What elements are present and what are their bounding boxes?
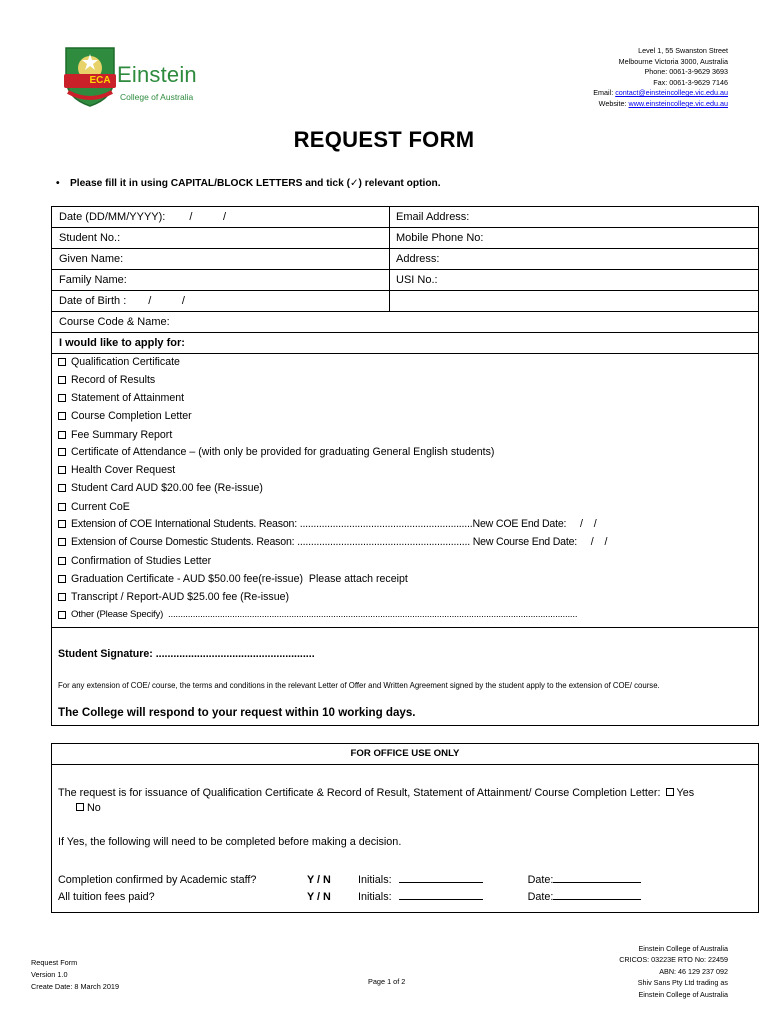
date-label: Date: xyxy=(527,874,554,886)
office-use-heading: FOR OFFICE USE ONLY xyxy=(52,744,758,765)
family-name-label: Family Name: xyxy=(59,274,127,286)
checkbox[interactable] xyxy=(58,593,66,601)
student-signature[interactable]: Student Signature: ...................................................... xyxy=(58,648,315,660)
form-row-student xyxy=(52,228,758,249)
page-title: REQUEST FORM xyxy=(293,127,475,152)
address-line-2: Melbourne Victoria 3000, Australia xyxy=(618,56,728,66)
mobile-field[interactable] xyxy=(390,228,758,248)
form-row-course xyxy=(52,312,758,333)
option-record-of-results[interactable] xyxy=(58,374,155,386)
option-fee-summary-report[interactable] xyxy=(58,429,172,441)
date-label: Date: xyxy=(527,891,554,903)
checkbox[interactable] xyxy=(58,538,66,546)
college-subtitle: College of Australia xyxy=(120,92,194,102)
form-row-date xyxy=(52,207,758,228)
website-label: Website: xyxy=(598,98,627,108)
checkbox[interactable] xyxy=(58,466,66,474)
apply-label: I would like to apply for: xyxy=(59,337,185,349)
office-use-box xyxy=(51,743,759,913)
date-slashes: / / xyxy=(189,211,227,223)
footer-abn: ABN: 46 129 237 092 xyxy=(659,966,728,976)
footer-form-name: Request Form xyxy=(31,958,78,967)
terms-note: For any extension of COE/ course, the terms and conditions in the relevant Letter of Offer and Written Agreement signed by the student apply to the extension of COE/ course. xyxy=(58,681,660,690)
initials-input[interactable] xyxy=(399,873,483,883)
usi-field[interactable] xyxy=(390,270,758,290)
logo-initials: ECA xyxy=(89,75,111,86)
checkbox[interactable] xyxy=(58,611,66,619)
option-label: Confirmation of Studies Letter xyxy=(71,555,212,567)
option-label: Student Card AUD $20.00 fee (Re-issue) xyxy=(71,482,263,494)
form-row-family xyxy=(52,270,758,291)
form-row-given xyxy=(52,249,758,270)
phone-line: Phone: 0061-3-9629 3693 xyxy=(644,67,728,77)
checkbox[interactable] xyxy=(58,575,66,583)
fax-line: Fax: 0061-3-9629 7146 xyxy=(653,77,728,87)
option-certificate-of-attendance[interactable] xyxy=(58,446,494,458)
checkbox[interactable] xyxy=(58,484,66,492)
checkbox[interactable] xyxy=(58,394,66,402)
mobile-label: Mobile Phone No: xyxy=(396,232,484,244)
contact-block xyxy=(593,46,728,110)
footer-right xyxy=(619,943,728,1000)
checkbox[interactable] xyxy=(58,520,66,528)
apply-heading xyxy=(52,333,758,353)
email-link[interactable]: contact@einsteincollege.vic.edu.au xyxy=(615,88,728,98)
footer-version: Version 1.0 xyxy=(31,970,68,979)
checkbox[interactable] xyxy=(58,358,66,366)
college-name: Einstein xyxy=(117,62,197,87)
date-field[interactable] xyxy=(52,207,390,227)
dob-label: Date of Birth : xyxy=(59,295,127,307)
office-instruction: If Yes, the following will need to be completed before making a decision. xyxy=(58,836,402,848)
email-address-field[interactable] xyxy=(390,207,758,227)
option-extension-coe-international[interactable] xyxy=(58,518,596,530)
option-label: Extension of COE International Students. Reason: ...............................................................New COE End Date: / / xyxy=(71,518,597,530)
option-course-completion-letter[interactable] xyxy=(58,410,192,422)
option-label: Record of Results xyxy=(71,374,156,386)
given-name-field[interactable] xyxy=(52,249,390,269)
instruction-text: Please fill it in using CAPITAL/BLOCK LETTERS and tick (✓) relevant option. xyxy=(70,178,441,189)
student-no-label: Student No.: xyxy=(59,232,121,244)
family-name-field[interactable] xyxy=(52,270,390,290)
initials-label: Initials: xyxy=(358,874,392,886)
option-health-cover-request[interactable] xyxy=(58,464,175,476)
bullet-icon: • xyxy=(56,178,60,189)
no-label: No xyxy=(87,802,101,814)
completion-label: Completion confirmed by Academic staff? xyxy=(58,874,257,886)
option-label: Current CoE xyxy=(71,501,130,513)
checkbox[interactable] xyxy=(58,448,66,456)
response-note: The College will respond to your request within 10 working days. xyxy=(58,706,416,719)
email-line xyxy=(593,88,728,99)
no-checkbox[interactable] xyxy=(76,803,84,811)
option-other[interactable] xyxy=(58,609,577,620)
option-current-coe[interactable] xyxy=(58,501,130,513)
dob-field[interactable] xyxy=(52,291,390,311)
yes-checkbox[interactable] xyxy=(666,788,674,796)
address-field[interactable] xyxy=(390,249,758,269)
email-address-label: Email Address: xyxy=(396,211,470,223)
footer-college: Einstein College of Australia xyxy=(638,944,728,953)
issuance-statement: The request is for issuance of Qualification Certificate & Record of Result, Statement of Attainment/ Course Completion Letter: xyxy=(58,787,661,799)
website-link[interactable]: www.einsteincollege.vic.edu.au xyxy=(628,98,728,108)
address-label: Address: xyxy=(396,253,440,265)
option-label: Statement of Attainment xyxy=(71,392,185,404)
checkbox[interactable] xyxy=(58,503,66,511)
completion-yn[interactable]: Y / N xyxy=(307,874,331,886)
checkbox[interactable] xyxy=(58,431,66,439)
checkbox[interactable] xyxy=(58,412,66,420)
yes-label: Yes xyxy=(676,787,695,799)
date-input[interactable] xyxy=(553,890,641,900)
checkbox[interactable] xyxy=(58,376,66,384)
option-extension-course-domestic[interactable] xyxy=(58,536,607,548)
date-label: Date (DD/MM/YYYY): xyxy=(59,211,166,223)
option-label: Transcript / Report-AUD $25.00 fee (Re-issue) xyxy=(71,591,290,603)
option-student-card[interactable] xyxy=(58,482,263,494)
fees-yn[interactable]: Y / N xyxy=(307,891,331,903)
instruction xyxy=(56,178,441,189)
usi-label: USI No.: xyxy=(396,274,438,286)
page-number: Page 1 of 2 xyxy=(368,977,406,986)
option-statement-of-attainment[interactable] xyxy=(58,392,184,404)
footer-college-2: Einstein College of Australia xyxy=(638,989,728,999)
option-label: Graduation Certificate - AUD $50.00 fee(re-issue) Please attach receipt xyxy=(71,573,408,585)
given-name-label: Given Name: xyxy=(59,253,124,265)
empty-cell xyxy=(390,291,758,311)
address-line-1: Level 1, 55 Swanston Street xyxy=(638,46,728,55)
option-label: Qualification Certificate xyxy=(71,356,180,368)
fees-row xyxy=(58,890,641,903)
option-label: Other (Please Specify) ...................................................................................................................................................................... xyxy=(71,609,578,620)
fees-label: All tuition fees paid? xyxy=(58,891,155,903)
completion-row xyxy=(58,873,641,886)
footer-create-date: Create Date: 8 March 2019 xyxy=(31,982,120,991)
checkbox[interactable] xyxy=(58,557,66,565)
course-label: Course Code & Name: xyxy=(59,316,170,328)
option-label: Fee Summary Report xyxy=(71,429,173,441)
option-qualification-certificate[interactable] xyxy=(58,356,180,368)
course-field[interactable] xyxy=(52,312,758,332)
footer-cricos: CRICOS: 03223E RTO No: 22459 xyxy=(619,955,728,965)
dob-slashes: / / xyxy=(148,295,185,307)
footer-trading: Shiv Sans Pty Ltd trading as xyxy=(637,978,728,988)
option-label: Extension of Course Domestic Students. Reason: ............................................................... New Course End Date: / / xyxy=(71,536,608,548)
form-row-apply xyxy=(52,333,758,354)
option-confirmation-of-studies[interactable] xyxy=(58,555,211,567)
option-label: Health Cover Request xyxy=(71,464,176,476)
email-label: Email: xyxy=(593,88,614,98)
option-transcript-report[interactable] xyxy=(58,591,289,603)
footer-left xyxy=(31,957,119,993)
option-label: Certificate of Attendance – (with only be provided for graduating General English students) xyxy=(71,446,495,458)
option-graduation-certificate[interactable] xyxy=(58,573,408,585)
initials-input[interactable] xyxy=(399,890,483,900)
office-issuance-text xyxy=(58,786,720,816)
date-input[interactable] xyxy=(553,873,641,883)
student-no-field[interactable] xyxy=(52,228,390,248)
option-label: Course Completion Letter xyxy=(71,410,192,422)
form-row-dob xyxy=(52,291,758,312)
initials-label: Initials: xyxy=(358,891,392,903)
website-line xyxy=(593,99,728,110)
